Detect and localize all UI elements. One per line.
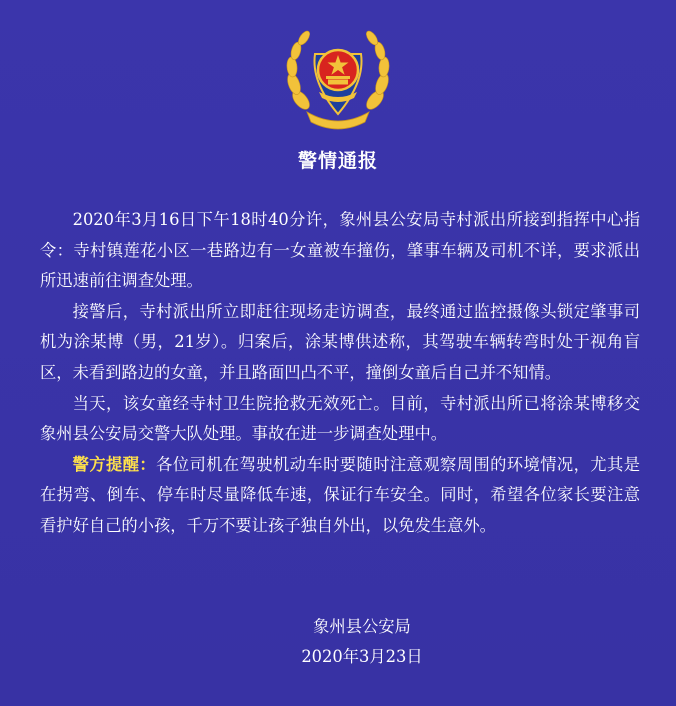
police-emblem-icon — [279, 22, 397, 132]
paragraph-incident: 2020年3月16日下午18时40分许，象州县公安局寺村派出所接到指挥中心指令：寺村镇莲花小区一巷路边有一女童被车撞伤，肇事车辆及司机不详，要求派出所迅速前往调查处理。 — [40, 210, 640, 291]
warning-text: 各位司机在驾驶机动车时要随时注意观察周围的环境情况，尤其是在拐弯、倒车、停车时尽量降低车速，保证行车安全。同时，希望各位家长要注意看护好自己的小孩，千万不要让孩子独自外出，以免发生意外。 — [40, 454, 640, 535]
page-title: 警情通报 — [297, 150, 378, 172]
signature-block — [0, 612, 676, 672]
paragraph-warning — [40, 450, 640, 542]
warning-label: 警方提醒： — [72, 454, 157, 474]
signature-date: 2020年3月23日 — [301, 647, 423, 666]
paragraph-outcome: 当天，该女童经寺村卫生院抢救无效死亡。目前，寺村派出所已将涂某博移交象州县公安局交警大队处理。事故在进一步调查处理中。 — [40, 393, 640, 444]
notice-body — [40, 205, 640, 542]
paragraph-investigation: 接警后，寺村派出所立即赶往现场走访调查，最终通过监控摄像头锁定肇事司机为涂某博（男，21岁）。归案后，涂某博供述称，其驾驶车辆转弯时处于视角盲区，未看到路边的女童，并且路面凹凸不平，撞倒女童后自己并不知情。 — [40, 301, 640, 382]
signature-org: 象州县公安局 — [313, 617, 411, 636]
